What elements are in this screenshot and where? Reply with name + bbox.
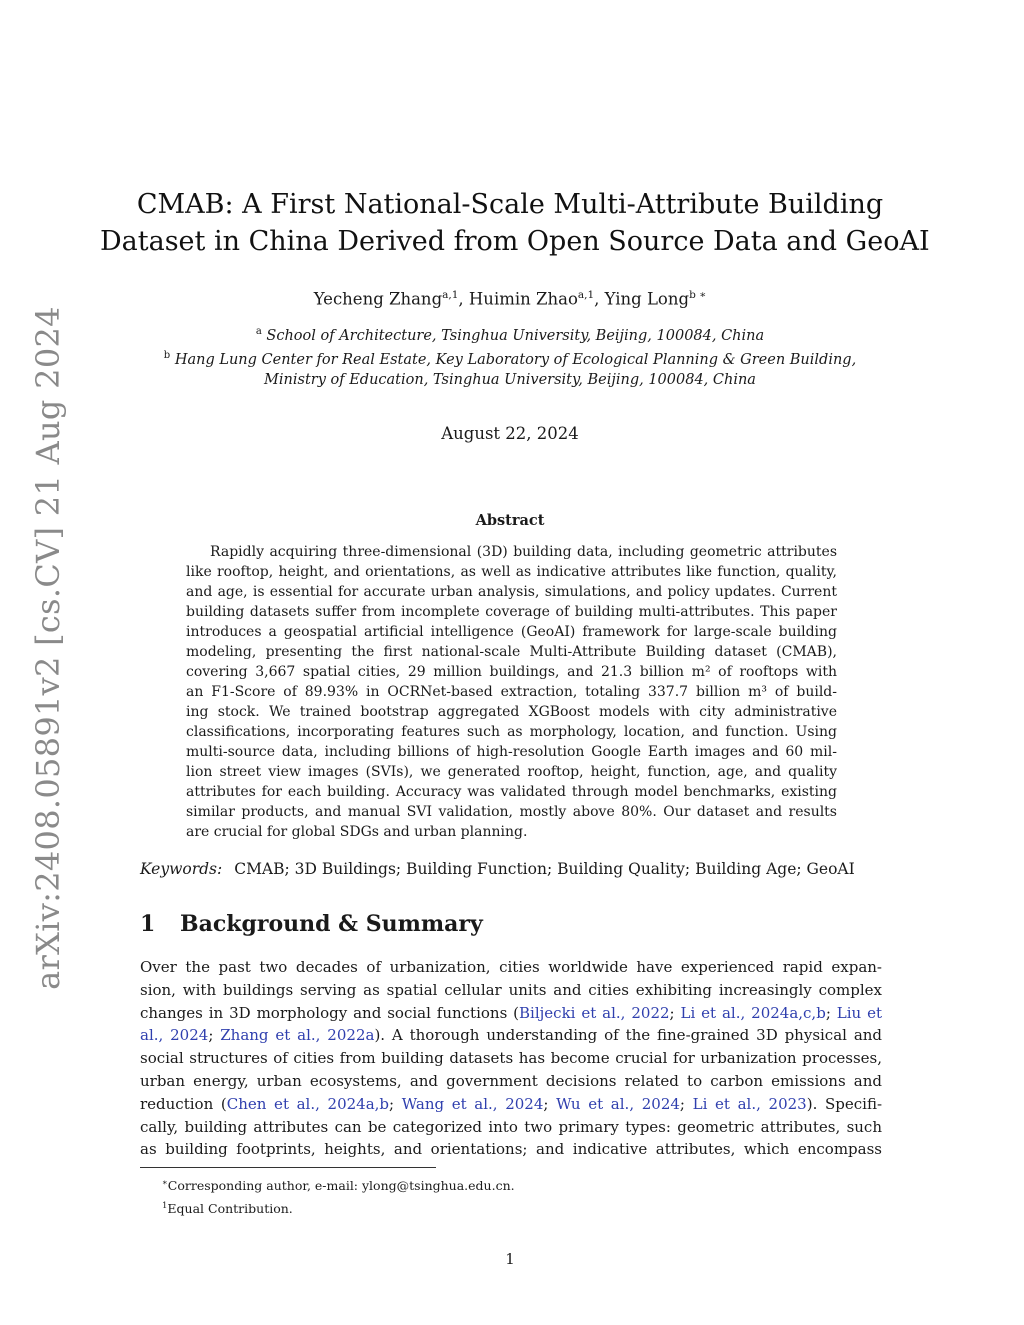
body-line — [140, 1024, 882, 1047]
footnote-divider — [140, 1167, 436, 1168]
body-text: ). A thorough understanding of the fine-grained 3D physical and — [374, 1026, 882, 1045]
title-line-2: Dataset in China Derived from Open Source Data and GeoAI — [100, 226, 930, 257]
footnote-mark: ∗ — [162, 1178, 168, 1188]
abstract-line: are crucial for global SDGs and urban planning. — [186, 824, 528, 840]
citation-link[interactable]: Biljecki et al., 2022 — [519, 1003, 670, 1022]
affiliation-text: School of Architecture, Tsinghua University, Beijing, 100084, China — [266, 327, 765, 344]
citation-link[interactable]: Wu et al., 2024 — [556, 1094, 680, 1113]
section-heading — [140, 908, 483, 940]
abstract-line: covering 3,667 spatial cities, 29 million buildings, and 21.3 billion m² of rooftops with — [186, 664, 837, 680]
footnote-corresponding — [140, 1173, 900, 1196]
keywords-text: CMAB; 3D Buildings; Building Function; Building Quality; Building Age; GeoAI — [234, 860, 855, 878]
abstract-line: ing stock. We trained bootstrap aggregated XGBoost models with city administrative — [186, 704, 837, 720]
arxiv-identifier[interactable]: arXiv:2408.05891v2 [cs.CV] 21 Aug 2024 — [29, 306, 67, 990]
footnote-text: Equal Contribution. — [167, 1201, 293, 1217]
abstract-line: and age, is essential for accurate urban analysis, simulations, and policy updates. Current — [186, 584, 837, 600]
affiliation-mark: a — [255, 326, 262, 337]
citation-link[interactable]: Li et al., 2023 — [692, 1094, 807, 1113]
author-name: Huimin Zhao — [468, 289, 578, 309]
citation-link[interactable]: al., 2024 — [140, 1026, 209, 1045]
body-line: social structures of cities from building datasets has become crucial for urbanization processes, — [140, 1049, 882, 1068]
abstract-body — [186, 542, 837, 842]
footnotes — [140, 1173, 900, 1219]
body-text: ; — [543, 1094, 557, 1113]
abstract-heading: Abstract — [475, 512, 545, 529]
body-text: ). Specifi- — [806, 1094, 882, 1113]
citation-link[interactable]: Wang et al., 2024 — [401, 1094, 544, 1113]
author-separator: , — [594, 289, 605, 309]
footnote-text: Corresponding author, e-mail: ylong@tsinghua.edu.cn. — [167, 1178, 515, 1194]
body-text: ; — [208, 1026, 221, 1045]
abstract-line: lion street view images (SVIs), we generated rooftop, height, function, age, and quality — [186, 764, 837, 780]
author-list — [100, 284, 920, 311]
citation-link[interactable]: Zhang et al., 2022a — [220, 1026, 375, 1045]
author-affiliation-mark: a,1 — [577, 289, 595, 301]
affiliation-b — [100, 346, 920, 370]
body-line: Over the past two decades of urbanization, cities worldwide have experienced rapid expan- — [140, 958, 882, 976]
abstract-line: Rapidly acquiring three-dimensional (3D) building data, including geometric attributes — [210, 544, 837, 560]
author-affiliation-mark: a,1 — [442, 289, 459, 301]
body-text: ; — [679, 1094, 693, 1113]
keywords-label: Keywords: — [140, 860, 223, 878]
keywords — [140, 858, 884, 880]
footnote-mark: 1 — [162, 1201, 168, 1212]
affiliation-text: Hang Lung Center for Real Estate, Key Laboratory of Ecological Planning & Green Building, — [174, 351, 857, 368]
body-line — [140, 1002, 882, 1025]
section-title: Background & Summary — [180, 911, 483, 937]
footnote-equal-contribution — [140, 1196, 900, 1219]
body-paragraph — [140, 956, 882, 1161]
affiliation-a — [100, 322, 920, 346]
abstract-line: multi-source data, including billions of high-resolution Google Earth images and 60 mil- — [186, 744, 837, 760]
abstract-line: attributes for each building. Accuracy was validated through model benchmarks, existing — [186, 784, 837, 800]
abstract-line: similar products, and manual SVI validation, mostly above 80%. Our dataset and results — [186, 804, 837, 820]
body-text: ; — [669, 1003, 681, 1022]
publication-date: August 22, 2024 — [441, 424, 579, 443]
abstract-line: classifications, incorporating features such as morphology, location, and function. Using — [186, 724, 837, 740]
body-line: sion, with buildings serving as spatial cellular units and cities exhibiting increasingly complex — [140, 980, 882, 999]
author-name: Yecheng Zhang — [313, 289, 443, 309]
abstract-line: an F1-Score of 89.93% in OCRNet-based extraction, totaling 337.7 billion m³ of build- — [186, 684, 837, 700]
body-line — [140, 1093, 882, 1116]
body-line: urban energy, urban ecosystems, and government decisions related to carbon emissions and — [140, 1071, 882, 1090]
author-name: Ying Long — [604, 289, 690, 309]
author-separator: , — [458, 289, 469, 309]
body-text: reduction ( — [140, 1094, 227, 1113]
body-text: ; — [825, 1003, 837, 1022]
paper-title — [100, 186, 930, 260]
body-text: ; — [389, 1094, 402, 1113]
citation-link[interactable]: Chen et al., 2024a,b — [226, 1094, 390, 1113]
affiliation-mark: b — [163, 349, 171, 361]
body-line: as building footprints, heights, and orientations; and indicative attributes, which encompass — [140, 1140, 882, 1159]
abstract-line: modeling, presenting the first national-scale Multi-Attribute Building dataset (CMAB), — [186, 644, 837, 660]
abstract-line: introduces a geospatial artificial intelligence (GeoAI) framework for large-scale building — [186, 624, 837, 640]
page-number: 1 — [505, 1250, 515, 1268]
abstract-line: building datasets suffer from incomplete coverage of building multi-attributes. This paper — [186, 604, 837, 620]
author-affiliation-mark: b ∗ — [689, 289, 707, 301]
abstract-line: like rooftop, height, and orientations, as well as indicative attributes like function, quality, — [186, 564, 837, 580]
title-line-1: CMAB: A First National-Scale Multi-Attribute Building — [136, 189, 884, 220]
citation-link[interactable]: Li et al., 2024a,c,b — [680, 1003, 826, 1022]
section-number: 1 — [140, 911, 156, 937]
body-line: cally, building attributes can be categorized into two primary types: geometric attributes, such — [140, 1117, 882, 1136]
affiliations — [100, 322, 920, 390]
citation-link[interactable]: Liu et — [836, 1003, 882, 1022]
body-text: changes in 3D morphology and social functions ( — [140, 1003, 520, 1022]
affiliation-b-continued: Ministry of Education, Tsinghua University, Beijing, 100084, China — [264, 371, 756, 388]
